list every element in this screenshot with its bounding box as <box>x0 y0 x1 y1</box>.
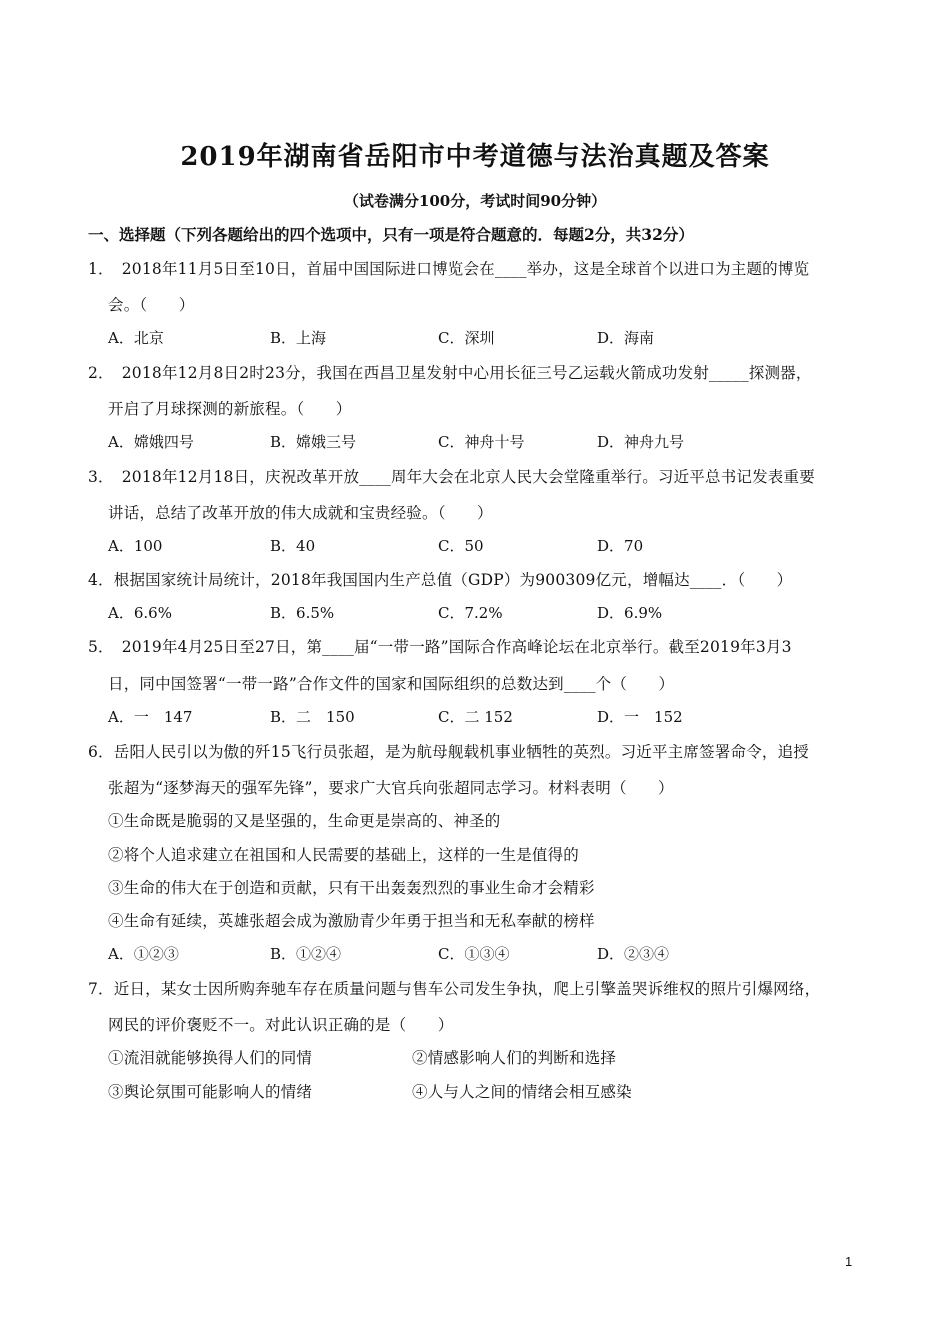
question-1-option-b: B．上海 <box>270 329 327 347</box>
question-7-line-1: 7．近日，某女士因所购奔驰车存在质量问题与售车公司发生争执，爬上引擎盖哭诉维权的照片引爆网络， <box>88 980 821 998</box>
question-6-option-c: C．①③④ <box>438 945 510 963</box>
question-5-option-c: C．二 152 <box>438 708 513 726</box>
question-3-option-a: A．100 <box>108 537 163 555</box>
question-3-line-1: 3． 2018年12月18日，庆祝改革开放____周年大会在北京人民大会堂隆重举行。习近平总书记发表重要 <box>88 468 815 486</box>
question-7-statement-3: ③舆论氛围可能影响人的情绪 <box>108 1083 313 1101</box>
question-5-line-1: 5． 2019年4月25日至27日，第____届“一带一路”国际合作高峰论坛在北京举行。截至2019年3月3 <box>88 638 792 656</box>
section-heading: 一、选择题（下列各题给出的四个选项中，只有一项是符合题意的．每题2分，共32分） <box>88 225 694 244</box>
question-5-option-b: B．二 150 <box>270 708 355 726</box>
question-7-statement-4: ④人与人之间的情绪会相互感染 <box>412 1083 632 1101</box>
question-6-statement-4: ④生命有延续，英雄张超会成为激励青少年勇于担当和无私奉献的榜样 <box>108 912 595 930</box>
question-1-option-d: D．海南 <box>597 329 655 347</box>
question-6-option-d: D．②③④ <box>597 945 670 963</box>
question-4-option-b: B．6.5% <box>270 604 335 622</box>
question-6-line-1: 6．岳阳人民引以为傲的歼15飞行员张超，是为航母舰载机事业牺牲的英烈。习近平主席签署命令，追授 <box>88 743 809 761</box>
question-4-option-a: A．6.6% <box>108 604 172 622</box>
exam-info: （试卷满分100分，考试时间90分钟） <box>343 192 607 210</box>
question-2-option-b: B．嫦娥三号 <box>270 433 357 451</box>
question-5-option-d: D．一 152 <box>597 708 683 726</box>
question-4-option-c: C．7.2% <box>438 604 503 622</box>
question-3-option-b: B．40 <box>270 537 316 555</box>
question-5-line-2: 日，同中国签署“一带一路”合作文件的国家和国际组织的总数达到____个（ ） <box>108 675 675 693</box>
question-6-statement-3: ③生命的伟大在于创造和贡献，只有干出轰轰烈烈的事业生命才会精彩 <box>108 879 595 897</box>
question-6-line-2: 张超为“逐梦海天的强军先锋”，要求广大官兵向张超同志学习。材料表明（ ） <box>108 779 674 797</box>
question-1-line-2: 会。（ ） <box>108 296 195 314</box>
question-2-option-a: A．嫦娥四号 <box>108 433 194 451</box>
question-3-option-d: D．70 <box>597 537 644 555</box>
question-6-statement-1: ①生命既是脆弱的又是坚强的，生命更是崇高的、神圣的 <box>108 812 501 830</box>
question-2-line-1: 2． 2018年12月8日2时23分，我国在西昌卫星发射中心用长征三号乙运载火箭成功发射_____探测器， <box>88 364 812 382</box>
question-4-option-d: D．6.9% <box>597 604 663 622</box>
question-4-line-1: 4．根据国家统计局统计，2018年我国国内生产总值（GDP）为900309亿元，增幅达____．（ ） <box>88 571 793 589</box>
question-2-option-c: C．神舟十号 <box>438 433 525 451</box>
question-1-option-c: C．深圳 <box>438 329 495 347</box>
question-2-option-d: D．神舟九号 <box>597 433 685 451</box>
question-7-statement-2: ②情感影响人们的判断和选择 <box>412 1049 617 1067</box>
question-3-line-2: 讲话，总结了改革开放的伟大成就和宝贵经验。（ ） <box>108 504 493 522</box>
question-3-option-c: C．50 <box>438 537 484 555</box>
page-title: 2019年湖南省岳阳市中考道德与法治真题及答案 <box>180 142 770 172</box>
question-6-option-a: A．①②③ <box>108 945 179 963</box>
question-1-option-a: A．北京 <box>108 329 164 347</box>
question-7-line-2: 网民的评价褒贬不一。对此认识正确的是（ ） <box>108 1016 454 1034</box>
question-6-statement-2: ②将个人追求建立在祖国和人民需要的基础上，这样的一生是值得的 <box>108 846 580 864</box>
question-6-option-b: B．①②④ <box>270 945 342 963</box>
page-number: 1 <box>845 1254 853 1269</box>
question-5-option-a: A．一 147 <box>108 708 193 726</box>
question-1-line-1: 1． 2018年11月5日至10日，首届中国国际进口博览会在____举办，这是全球首个以进口为主题的博览 <box>88 260 810 278</box>
question-7-statement-1: ①流泪就能够换得人们的同情 <box>108 1049 313 1067</box>
question-2-line-2: 开启了月球探测的新旅程。（ ） <box>108 400 352 418</box>
